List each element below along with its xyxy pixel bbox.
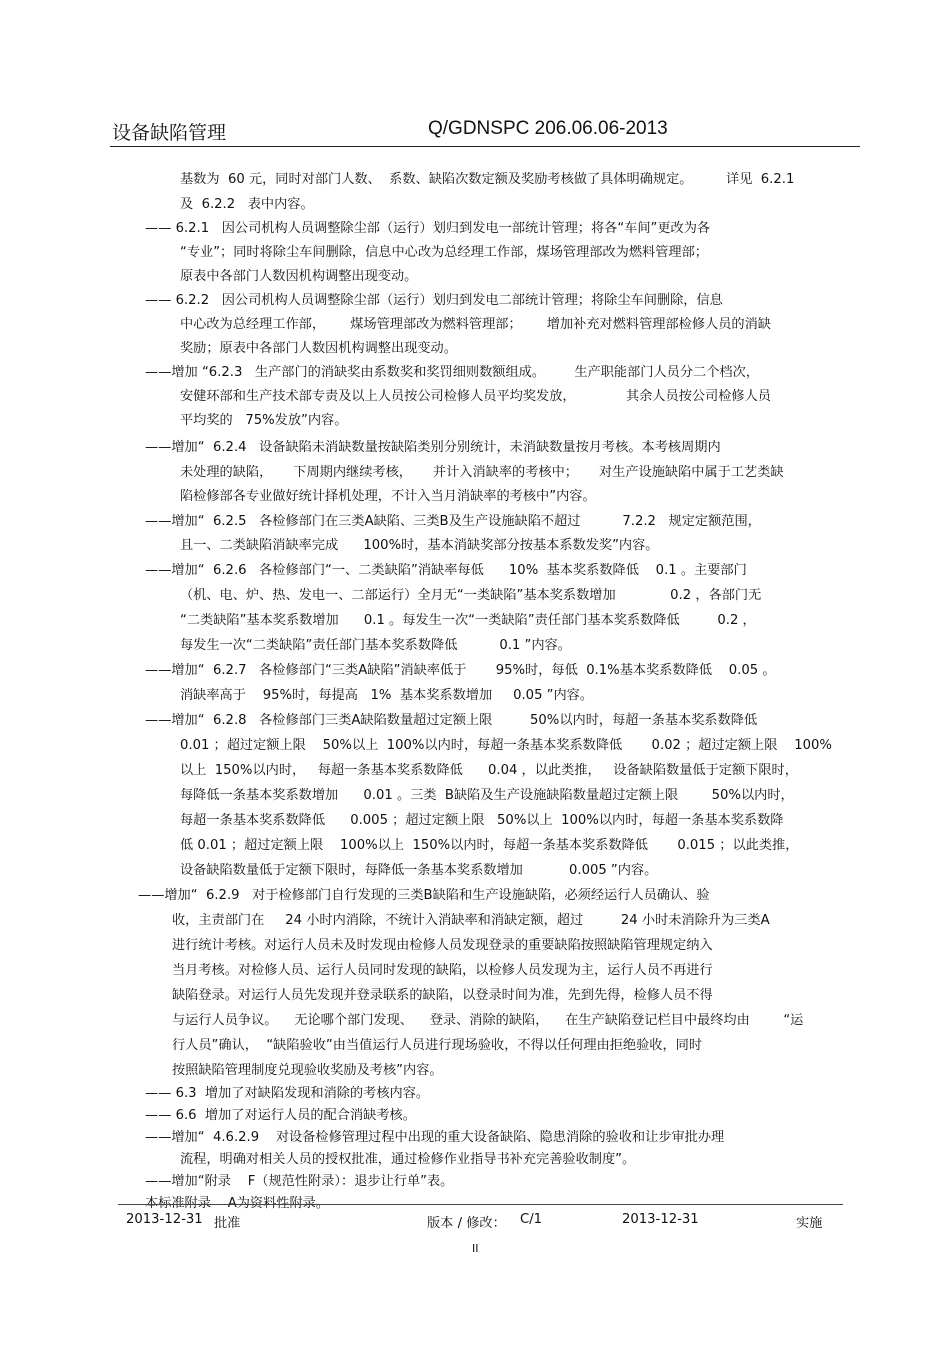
- text-line: ——增加“ 6.2.4 设备缺陷未消缺数量按缺陷类别分别统计，未消缺数量按月考核。本考核周期内: [145, 440, 721, 455]
- text-line: 当月考核。对检修人员、运行人员同时发现的缺陷，以检修人员发现为主，运行人员不再进行: [172, 963, 713, 978]
- text-line: —— 6.6 增加了对运行人员的配合消缺考核。: [145, 1108, 416, 1123]
- implement-label: 实施: [796, 1216, 823, 1231]
- text-line: （机、电、炉、热、发电一、二部运行）全月无“一类缺陷”基本奖系数增加 0.2 ，各部门无: [180, 588, 762, 603]
- text-line: 平均奖的 75%发放”内容。: [180, 413, 348, 428]
- approve-label: 批准: [214, 1216, 241, 1231]
- text-line: 行人员”确认， “缺陷验收”由当值运行人员进行现场验收，不得以任何理由拒绝验收，同时: [172, 1038, 703, 1053]
- text-line: 缺陷登录。对运行人员先发现并登录联系的缺陷，以登录时间为准，先到先得，检修人员不得: [172, 988, 713, 1003]
- text-line: ——增加“ 6.2.5 各检修部门在三类A缺陷、三类B及生产设施缺陷不超过 7.2.2 规定定额范围，: [145, 514, 761, 529]
- text-line: 消缺率高于 95%时，每提高 1% 基本奖系数增加 0.05 ”内容。: [180, 688, 594, 703]
- text-line: ——增加 “6.2.3 生产部门的消缺奖由系数奖和奖罚细则数额组成。 生产职能部门人员分二个档次，: [145, 365, 759, 380]
- version-value: C/1: [520, 1212, 543, 1227]
- text-line: 本标准附录 A为资料性附录。: [145, 1196, 330, 1211]
- text-line: ——增加“ 6.2.7 各检修部门“三类A缺陷”消缺率低于 95%时，每低 0.1%基本奖系数降低 0.05 。: [145, 663, 776, 678]
- text-line: 以上 150%以内时， 每超一条基本奖系数降低 0.04 ，以此类推， 设备缺陷数量低于定额下限时，: [180, 763, 798, 778]
- text-line: 基数为 60 元，同时对部门人数、 系数、缺陷次数定额及奖励考核做了具体明确规定。 详见 6.2.1: [180, 172, 795, 187]
- text-line: 安健环部和生产技术部专责及以上人员按公司检修人员平均奖发放， 其余人员按公司检修人员: [180, 389, 771, 404]
- page-number: II: [472, 1242, 479, 1255]
- text-line: 陷检修部各专业做好统计择机处理，不计入当月消缺率的考核中”内容。: [180, 489, 596, 504]
- text-line: 与运行人员争议。 无论哪个部门发现、 登录、消除的缺陷， 在生产缺陷登记栏目中最终均由 “运: [172, 1013, 804, 1028]
- text-line: 进行统计考核。对运行人员未及时发现由检修人员发现登录的重要缺陷按照缺陷管理规定纳入: [172, 938, 713, 953]
- text-line: 奖励；原表中各部门人数因机构调整出现变动。: [180, 341, 457, 356]
- footer-divider: [118, 1204, 843, 1205]
- text-line: 未处理的缺陷， 下周期内继续考核， 并计入消缺率的考核中； 对生产设施缺陷中属于工艺类缺: [180, 465, 784, 480]
- text-line: 按照缺陷管理制度兑现验收奖励及考核”内容。: [172, 1063, 443, 1078]
- text-line: 及 6.2.2 表中内容。: [180, 197, 314, 212]
- text-line: 收，主责部门在 24 小时内消除，不统计入消缺率和消缺定额，超过 24 小时未消除升为三类A: [172, 913, 770, 928]
- text-line: 中心改为总经理工作部， 煤场管理部改为燃料管理部； 增加补充对燃料管理部检修人员的消缺: [180, 317, 771, 332]
- text-line: 每发生一次“二类缺陷”责任部门基本奖系数降低 0.1 ”内容。: [180, 638, 571, 653]
- text-line: 每超一条基本奖系数降低 0.005 ；超过定额上限 50%以上 100%以内时，每超一条基本奖系数降: [180, 813, 784, 828]
- text-line: 0.01 ；超过定额上限 50%以上 100%以内时，每超一条基本奖系数降低 0.02 ；超过定额上限 100%: [180, 738, 832, 753]
- text-line: 且一、二类缺陷消缺率完成 100%时，基本消缺奖部分按基本系数发奖”内容。: [180, 538, 659, 553]
- text-line: 流程，明确对相关人员的授权批准，通过检修作业指导书补充完善验收制度”。: [180, 1152, 636, 1167]
- text-line: ——增加“ 6.2.6 各检修部门“一、二类缺陷”消缺率每低 10% 基本奖系数降低 0.1 。主要部门: [145, 563, 747, 578]
- version-label: 版本 / 修改：: [427, 1216, 506, 1231]
- text-line: “二类缺陷”基本奖系数增加 0.1 。每发生一次“一类缺陷”责任部门基本奖系数降低 0.2 ，: [180, 613, 756, 628]
- text-line: “专业”；同时将除尘车间删除，信息中心改为总经理工作部，煤场管理部改为燃料管理部；: [180, 245, 708, 260]
- text-line: 每降低一条基本奖系数增加 0.01 。三类 B缺陷及生产设施缺陷数量超过定额上限 50%以内时，: [180, 788, 794, 803]
- text-line: 低 0.01 ；超过定额上限 100%以上 150%以内时，每超一条基本奖系数降低 0.015 ；以此类推，: [180, 838, 799, 853]
- text-line: ——增加“ 4.6.2.9 对设备检修管理过程中出现的重大设备缺陷、隐患消除的验收和让步审批办理: [145, 1130, 725, 1145]
- header-divider: [110, 146, 860, 147]
- text-line: ——增加“附录 F（规范性附录）：退步让行单”表。: [145, 1174, 454, 1189]
- text-line: —— 6.3 增加了对缺陷发现和消除的考核内容。: [145, 1086, 430, 1101]
- text-line: ——增加“ 6.2.8 各检修部门三类A缺陷数量超过定额上限 50%以内时，每超一条基本奖系数降低: [145, 713, 758, 728]
- document-title: 设备缺陷管理: [112, 122, 227, 144]
- text-line: 设备缺陷数量低于定额下限时，每降低一条基本奖系数增加 0.005 ”内容。: [180, 863, 658, 878]
- text-line: ——增加“ 6.2.9 对于检修部门自行发现的三类B缺陷和生产设施缺陷，必须经运行人员确认、验: [138, 888, 710, 903]
- approve-date: 2013-12-31: [126, 1212, 203, 1227]
- text-line: —— 6.2.1 因公司机构人员调整除尘部（运行）划归到发电一部统计管理；将各“车间”更改为各: [145, 221, 711, 236]
- text-line: 原表中各部门人数因机构调整出现变动。: [180, 269, 418, 284]
- document-code: Q/GDNSPC 206.06.06-2013: [428, 118, 668, 139]
- implement-date: 2013-12-31: [622, 1212, 699, 1227]
- text-line: —— 6.2.2 因公司机构人员调整除尘部（运行）划归到发电二部统计管理；将除尘车间删除，信息: [145, 293, 723, 308]
